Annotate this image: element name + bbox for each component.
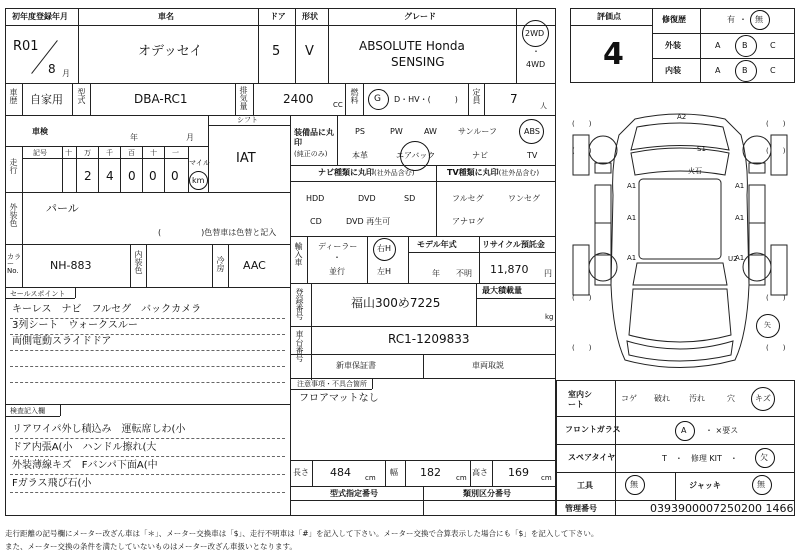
chassis-label: 車台番号 [295, 330, 304, 362]
mgmt-label: 管理番号 [565, 504, 597, 513]
tools-none: 無 [630, 480, 638, 489]
displacement: 2400 [283, 92, 314, 106]
navi-dvd-play: DVD 再生可 [346, 217, 391, 226]
tv-label [447, 169, 539, 177]
mileage-digit-2: 4 [106, 169, 114, 183]
equip-abs: ABS [524, 127, 540, 136]
mark-a1-left-front: A1 [627, 182, 637, 190]
navi-sd: SD [404, 194, 416, 203]
model-designation-label: 型式指定番号 [330, 489, 378, 498]
exterior-note: ( )色替車は色替と記入 [158, 228, 277, 237]
tools-label: 工具 [577, 481, 593, 490]
color-no: NH-883 [50, 259, 92, 272]
class-number-label: 類別区分番号 [463, 489, 511, 498]
mileage-label: 走行 [9, 158, 18, 174]
navi-sub: (社外品含む) [374, 169, 415, 177]
ext-grade-label: 外装 [665, 41, 681, 50]
unit-ichi: 一 [172, 149, 179, 157]
displacement-label: 排気量 [239, 86, 248, 110]
seat-scratch: キズ [755, 394, 771, 403]
equipment-sub: (純正のみ) [294, 150, 328, 158]
repair-label: 修復歴 [662, 15, 686, 24]
vehicle-manual: 車両取説 [472, 361, 504, 370]
sales-line-2: 3列シート ウォークスルー [12, 320, 138, 331]
chassis: RC1-1209833 [388, 332, 470, 346]
unit-man: 万 [84, 149, 91, 157]
max-load-label: 最大積載量 [482, 286, 522, 295]
doors-label: ドア [270, 12, 286, 21]
left-h: 左H [377, 267, 392, 276]
mileage-mark: 記号 [33, 149, 47, 157]
max-load-kg: kg [545, 313, 554, 321]
shift-label: シフト [237, 116, 258, 124]
inspector-line-4: Fガラス飛び石(小 [12, 478, 92, 489]
inspection-month: 月 [186, 133, 194, 142]
repair-dot: ・ [739, 15, 747, 24]
registration-label: 登録番号 [295, 288, 304, 320]
notes: フロアマットなし [299, 393, 379, 404]
color-no-label: カラーNo. [7, 253, 21, 275]
mgmt-number: 0393900007250200 1466 [650, 502, 794, 515]
mileage-digit-4: 0 [149, 169, 157, 183]
sales-line-3: 両側電動スライドドア [12, 336, 112, 347]
navi-label [318, 169, 414, 177]
seat-tear: 破れ [654, 394, 670, 403]
model-year-label: モデル年式 [417, 240, 457, 249]
mark-chip: 火石 [688, 167, 702, 175]
unit-juu: 十 [150, 149, 157, 157]
exterior-color-label: 外装色 [9, 203, 18, 227]
length-label: 長さ [293, 468, 309, 477]
int-grade-b: B [742, 66, 748, 75]
import-dealer: ディーラー [318, 242, 358, 251]
door-count: 5 [272, 44, 281, 59]
reg-month-unit: 月 [62, 69, 70, 78]
car-name: オデッセイ [138, 44, 203, 59]
footer-line-1: 走行距離の記号欄にメーター改ざん車は「＊」、メーター交換車は「$」、走行不明車は「#」を記入して下さい。メーター交換で合算表示した場合にも「$」を記入して下さい。 [5, 529, 599, 538]
drive-4wd: 4WD [526, 60, 546, 69]
unit-10: 十 [65, 149, 72, 157]
mark-a1-right-front: A1 [735, 182, 745, 190]
equip-ps: PS [355, 127, 365, 136]
equip-navi: ナビ [472, 151, 488, 160]
fuel-g: G [374, 94, 381, 104]
interior-color-label: 内装色 [134, 250, 143, 274]
registration: 福山300め7225 [351, 296, 441, 310]
body-shape: V [305, 44, 314, 59]
spare-items: T ・ 修理 KIT ・ [662, 454, 738, 463]
paren-mr: ( ) [766, 147, 786, 155]
paren-br2: ( ) [766, 344, 786, 352]
inspector-line-1: リアワイパ外し積込み 運転席しわ(小 [12, 424, 186, 435]
inspector-line-3: 外装薄線キズ Fバンパ下面A(中 [12, 460, 158, 471]
score-label: 評価点 [597, 12, 621, 21]
mark-missing: 矢 [764, 321, 771, 329]
equip-airbag: エアバック [396, 151, 436, 160]
drive-2wd: 2WD [525, 29, 545, 38]
paren-tl: ( ) [572, 120, 592, 128]
mileage-digit-3: 0 [128, 169, 136, 183]
paren-bl2: ( ) [572, 344, 592, 352]
unit-sen: 千 [106, 149, 113, 157]
unit-km: km [192, 176, 205, 185]
footer-line-2: また、メーター交換の条件を満たしていないものはメーター改ざん車扱いとなります。 [5, 542, 297, 551]
import-label: 輸入車 [294, 242, 303, 266]
cc-unit: CC [333, 101, 343, 109]
mark-a1-right-rear: A1 [735, 254, 745, 262]
windshield-label: フロントガラス [565, 425, 621, 434]
mileage-digit-5: 0 [171, 169, 179, 183]
paren-ml: ( ) [572, 147, 592, 155]
height-label: 高さ [472, 468, 488, 477]
equip-sunroof: サンルーフ [458, 127, 497, 136]
inspection-label: 車検 [32, 127, 48, 136]
length-cm: cm [365, 474, 376, 482]
paren-bl: ( ) [572, 294, 592, 302]
import-dot: ・ [333, 253, 341, 262]
repair-none: 無 [755, 15, 763, 24]
drive-dot: ・ [532, 47, 540, 56]
paren-br: ( ) [766, 294, 786, 302]
grade-label: グレード [404, 12, 436, 21]
reg-month: 8 [48, 62, 56, 76]
spare-tire-label: スペアタイヤ [568, 453, 616, 462]
width-cm: cm [456, 474, 467, 482]
width: 182 [420, 466, 441, 479]
car-damage-diagram [565, 105, 795, 380]
category-label: 車歴 [9, 88, 18, 104]
grade-line2: SENSING [391, 55, 445, 69]
tv-sub: (社外品含む) [498, 169, 540, 177]
mark-a1-left-mid: A1 [627, 214, 637, 222]
recycle-yen: 円 [544, 269, 552, 278]
person-unit: 人 [540, 102, 547, 110]
recycle-label: リサイクル預託金 [482, 240, 545, 249]
paren-tr: ( ) [766, 120, 786, 128]
tv-oneseg: ワンセグ [508, 194, 540, 203]
sales-points-label: セールスポイント [10, 290, 66, 298]
repair-yes: 有 [727, 15, 735, 24]
int-grade-a: A [715, 66, 721, 75]
jack-none: 無 [757, 480, 765, 489]
shape-label: 形状 [302, 12, 318, 21]
grade-line1: ABSOLUTE Honda [359, 39, 465, 53]
exterior-color: パール [46, 202, 79, 215]
equip-pw: PW [390, 127, 403, 136]
mark-a1-right-mid: A1 [735, 214, 745, 222]
ext-grade-b: B [742, 41, 748, 50]
jack-label: ジャッキ [689, 481, 721, 490]
navi-label-text: ナビ種類に丸印 [318, 168, 374, 177]
mark-a1-left-rear: A1 [627, 254, 637, 262]
notes-label: 注意事項・不具合箇所 [297, 380, 367, 388]
fuel-label: 燃料 [350, 88, 359, 104]
length: 484 [330, 466, 351, 479]
tv-analog: アナログ [452, 217, 484, 226]
unit-hyaku: 百 [128, 149, 135, 157]
recycle: 11,870 [490, 263, 529, 276]
ac: AAC [243, 259, 266, 272]
category: 自家用 [30, 93, 63, 106]
tv-label-text: TV種類に丸印 [447, 168, 499, 177]
height: 169 [508, 466, 529, 479]
capacity: 7 [510, 92, 518, 106]
import-parallel: 並行 [329, 267, 345, 276]
capacity-label: 定員 [472, 88, 481, 104]
ac-label: 冷房 [216, 256, 225, 272]
int-grade-c: C [770, 66, 776, 75]
inspector-label: 検査記入欄 [10, 407, 45, 415]
reg-year: R01 [13, 39, 39, 54]
model: DBA-RC1 [134, 92, 188, 106]
seat-stain: 汚れ [689, 394, 705, 403]
windshield-rest: ・ ×要ス [705, 426, 739, 435]
navi-cd: CD [310, 217, 322, 226]
car-name-label: 車名 [158, 12, 174, 21]
first-reg-label: 初年度登録年月 [12, 12, 68, 21]
model-year: 年 不明 [432, 269, 472, 278]
equip-tv: TV [527, 151, 538, 160]
height-cm: cm [541, 474, 552, 482]
model-label: 型式 [77, 88, 86, 104]
unit-mile: マイル [189, 159, 210, 167]
equip-aw: AW [424, 127, 437, 136]
inspection-year: 年 [130, 133, 138, 142]
mark-u2: U2 [728, 255, 738, 263]
width-label: 幅 [390, 468, 398, 477]
navi-dvd: DVD [358, 194, 376, 203]
fuel-others: D・HV・( ) [394, 95, 458, 104]
interior-seat-label: 室内シート [568, 390, 592, 409]
tv-fullseg: フルセグ [452, 194, 484, 203]
mark-a2: A2 [677, 113, 687, 121]
equip-leather: 本革 [352, 151, 368, 160]
mileage-digit-1: 2 [84, 169, 92, 183]
new-car-warranty: 新車保証書 [336, 361, 376, 370]
windshield-a: A [681, 426, 687, 435]
mark-s1: S1 [697, 145, 706, 153]
sales-line-1: キーレス ナビ フルセグ バックカメラ [12, 304, 202, 315]
ext-grade-a: A [715, 41, 721, 50]
seat-burn: コゲ [621, 394, 637, 403]
navi-hdd: HDD [306, 194, 325, 203]
inspector-line-2: ドア内張A(小 ハンドル擦れ(大 [12, 442, 157, 453]
seat-hole: 穴 [727, 394, 735, 403]
spare-none: 欠 [760, 453, 768, 462]
right-h: 右H [377, 244, 392, 253]
shift: IAT [236, 151, 256, 166]
int-grade-label: 内装 [665, 66, 681, 75]
score: 4 [603, 37, 624, 72]
equipment-label: 装備品に丸印 [294, 128, 334, 147]
ext-grade-c: C [770, 41, 776, 50]
